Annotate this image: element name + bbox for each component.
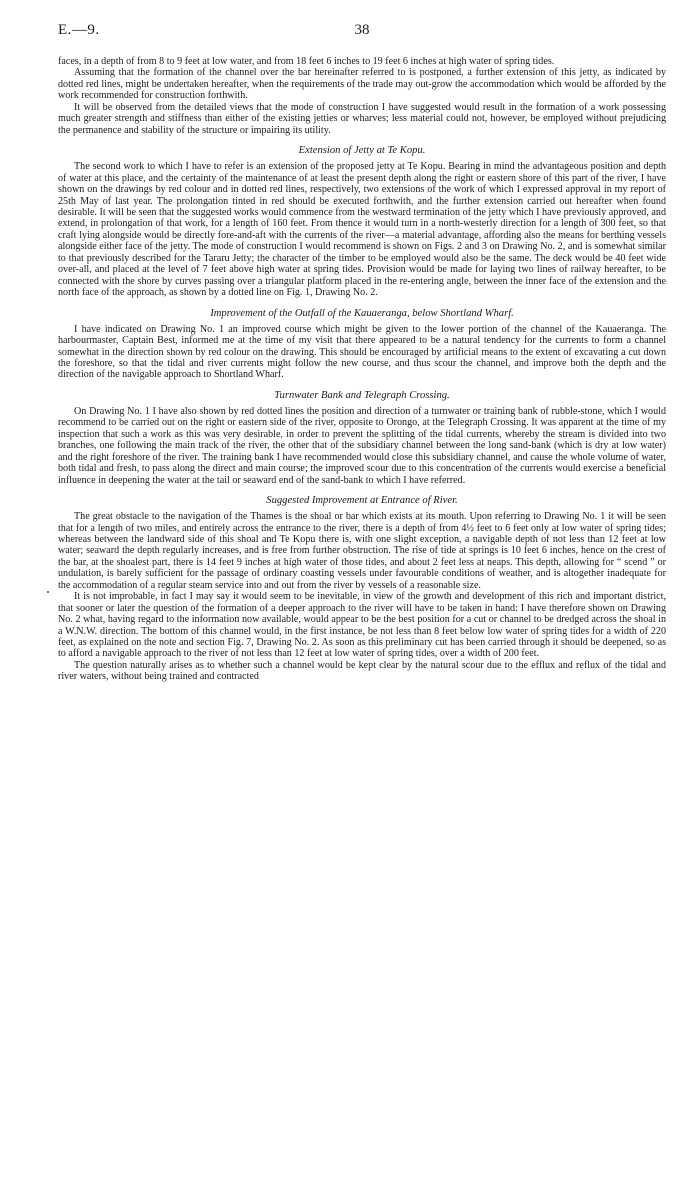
section-heading-turnwater-bank: Turnwater Bank and Telegraph Crossing. [274, 389, 450, 401]
paragraph: I have indicated on Drawing No. 1 an improved course which might be given to the lower portion of the channel of the Kauaeranga. The harbourmaster, Captain Best, informed me at the time of my visit that there appeared to be a natural tendency for the currents to form a channel somewhat in the direction shown by red colour on the drawing. This should be encouraged by artificial means to the extent of excavating a cut down the foreshore, so that the tidal and river currents might follow the new course, and thus scour the channel, and improve both the depth and the direction of the navigable approach to Shortland Wharf. [58, 323, 666, 381]
page-number: 38 [354, 22, 370, 38]
section-heading-river-entrance: Suggested Improvement at Entrance of River. [266, 495, 458, 507]
paragraph: The question naturally arises as to whether such a channel would be kept clear by the natural scour due to the efflux and reflux of the tidal and river waters, without being trained and contracted [58, 659, 666, 683]
paragraph: On Drawing No. 1 I have also shown by red dotted lines the position and direction of a turnwater or training bank of rubble-stone, which I would recommend to be carried out on the right or eastern side of the river, opposite to Orongo, at the Telegraph Crossing. It was apparent at the time of my inspection that such a work as this was very desirable, in order to prevent the splitting of the tidal currents, whereby the stream is divided into two branches, one following the main track of the river, the other that of the subsidiary channel between the long sand-bank (which is dry at low water) and the right foreshore of the river. The training bank I have recommended would close this subsidiary channel, and cause the whole volume of water, both tidal and fresh, to pass along the direct and main course; the improved scour due to this concentration of the currents would exercise a beneficial influence in deepening the water at the tail or seaward end of the sand-bank to which I have referred. [58, 405, 666, 486]
paragraph: It is not improbable, in fact I may say it would seem to be inevitable, in view of the growth and development of this rich and important district, that sooner or later the question of the formation of a deeper approach to the river will have to be taken in hand: I have therefore shown on Drawing No. 2 what, having regard to the information now available, would appear to be the best position for a cut or channel to be dredged across the shoal in a W.N.W. direction. The bottom of this channel would, in the first instance, be not less than 8 feet below low water of spring tides for a width of 220 feet, as explained on the note and section Fig. 7, Drawing No. 2. As soon as this preliminary cut has been carried through it should be deepened, so as to afford a navigable approach to the river of not less than 12 feet at low water of spring tides, over a width of 200 feet. [58, 591, 666, 660]
paragraph: The second work to which I have to refer is an extension of the proposed jetty at Te Kopu. Bearing in mind the advantageous position and depth of water at this place, and the certainty of the maintenance of at least the present depth along the right or eastern shore of this part of the river, I have shown on the drawings by red colour and in dotted red lines, respectively, two extensions of the work of which I expressed approval in my report of 25th May of last year. The prolongation tinted in red should be executed forthwith, and the further extension carried out hereafter when found desirable. It will be seen that the suggested works would commence from the westward termination of the jetty which I have previously approved, and extend, in prolongation of that work, for a length of 160 feet. From thence it would turn in a north-westerly direction for a length of 300 feet, so that craft lying alongside would be directly fore-and-aft with the currents of the river—a material advantage, affording also the means for berthing vessels alongside either face of the jetty. The mode of construction I would recommend is shown on Figs. 2 and 3 on Drawing No. 2, and is somewhat similar to that previously described for the Tararu Jetty; the character of the timber to be employed would also be the same. The deck would be 40 feet wide over-all, and placed at the level of 7 feet above high water at spring tides. Provision would be made for laying two lines of railway hereafter, to be connected with the shore by curves passing over a triangular platform placed in the re-entering angle, between the inner face of the extension and the north face of the approach, as shown by a dotted line on Fig. 1, Drawing No. 2. [58, 161, 666, 299]
section-heading-kauaeranga: Improvement of the Outfall of the Kauaeranga, below Shortland Wharf. [210, 307, 514, 319]
paragraph: The great obstacle to the navigation of the Thames is the shoal or bar which exists at its mouth. Upon referring to Drawing No. 1 it will be seen that for a length of two miles, and entirely across the entrance to the river, there is a depth of from 4½ feet to 6 feet only at low water of spring tides; whereas between the landward side of this shoal and Te Kopu there is, with one slight exception, a navigable depth of not less than 12 feet at low water; seaward the depth regularly increases, and is free from further obstruction. The rise of tide at springs is 10 feet 6 inches, hence on the crest of the bar, at the shoalest part, there is 14 feet 9 inches at high water of those tides, and about 2 feet less at neaps. This depth, allowing for “ scend ” or undulation, is barely sufficient for the passage of ordinary coasting vessels under favourable conditions of weather, and is altogether inadequate for the accommodation of a regular steam service into and out from the river by vessels of a reasonable size. [58, 511, 666, 591]
document-page [58, 22, 666, 683]
document-body [58, 56, 666, 683]
margin-speck [47, 591, 49, 593]
page-header [58, 22, 666, 46]
paragraph: It will be observed from the detailed views that the mode of construction I have suggested would result in the formation of a work possessing much greater strength and stiffness than either of the existing jetties or wharves; less material could not, however, be employed without prejudicing the permanence and stability of the structure or impairing its utility. [58, 101, 666, 136]
paragraph-continuation: faces, in a depth of from 8 to 9 feet at low water, and from 18 feet 6 inches to 19 feet 6 inches at high water of spring tides. [58, 56, 555, 67]
report-reference: E.—9. [58, 22, 100, 38]
paragraph: Assuming that the formation of the channel over the bar hereinafter referred to is postponed, a further extension of this jetty, as indicated by dotted red lines, might be undertaken hereafter, when the requirements of the trade may out-grow the accommodation which would be afforded by the work recommended for construction forthwith. [58, 67, 666, 102]
section-heading-te-kopu: Extension of Jetty at Te Kopu. [298, 145, 426, 157]
